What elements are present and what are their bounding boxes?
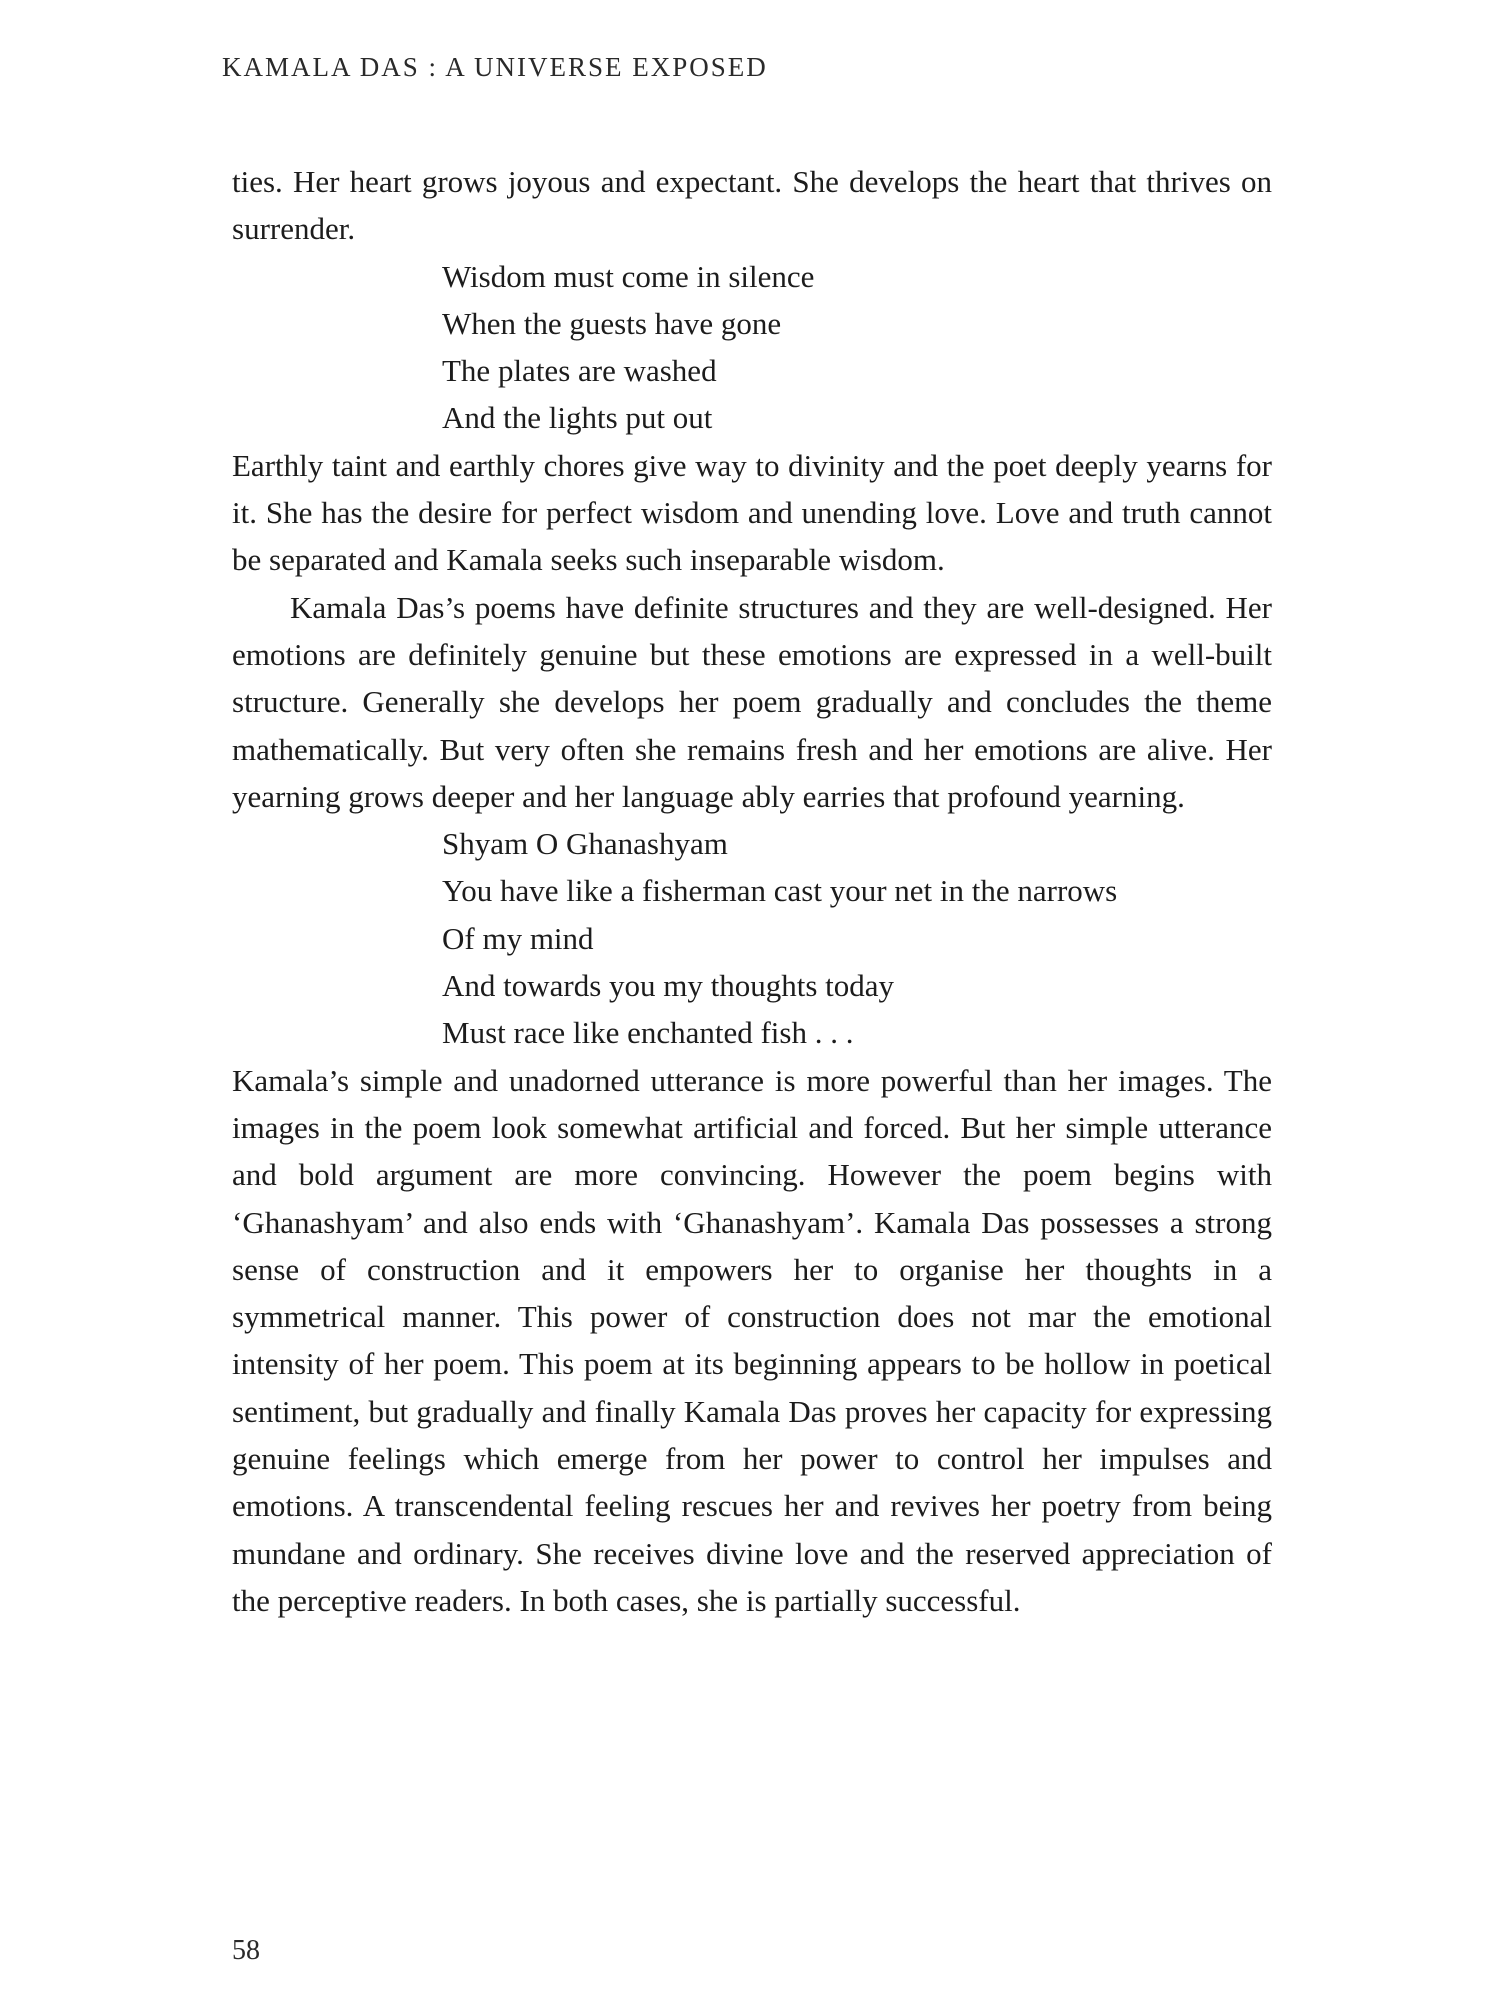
paragraph-continued: ties. Her heart grows joyous and expectant. She develops the heart that thrives on surrender. <box>232 164 1272 247</box>
verse-line: Of my mind <box>442 920 594 956</box>
verse-line: Wisdom must come in silence <box>442 258 815 294</box>
running-head: KAMALA DAS : A UNIVERSE EXPOSED <box>222 52 768 82</box>
verse-quote-wisdom <box>232 253 1272 442</box>
body-text <box>232 158 1272 1624</box>
paragraph-divinity: Earthly taint and earthly chores give way to divinity and the poet deeply yearns for it. She has the desire for perfect wisdom and unending love. Love and truth cannot be separated and Kamala seeks such inseparable wisdom. <box>232 447 1272 578</box>
verse-line: The plates are washed <box>442 353 717 389</box>
verse-line: Shyam O Ghanashyam <box>442 826 728 862</box>
verse-line: Must race like enchanted fish . . . <box>442 1015 854 1051</box>
page-number: 58 <box>232 1935 260 1966</box>
paragraph-utterance: Kamala’s simple and unadorned utterance is more powerful than her images. The images in the poem look somewhat artificial and forced. But her simple utterance and bold argument are more convincing. However the poem begins with ‘Ghanashyam’ and also ends with ‘Ghanashyam’. Kamala Das possesses a strong sense of construction and it empowers her to organise her thoughts in a symmetrical manner. This power of construction does not mar the emotional intensity of her poem. This poem at its beginning appears to be hollow in poetical sentiment, but gradually and finally Kamala Das proves her capacity for expressing genuine feelings which emerge from her power to control her impulses and emotions. A transcendental feeling rescues her and revives her poetry from being mundane and ordinary. She receives divine love and the reserved appreciation of the perceptive readers. In both cases, she is partially successful. <box>232 1062 1272 1618</box>
paragraph-structures: Kamala Das’s poems have definite structures and they are well-designed. Her emotions are definitely genuine but these emotions are expressed in a well-built structure. Generally she develops her poem gradually and concludes the theme mathematically. But very often she remains fresh and her emotions are alive. Her yearning grows deeper and her language ably earries that profound yearning. <box>232 589 1272 814</box>
verse-line: When the guests have gone <box>442 305 782 341</box>
verse-line: You have like a fisherman cast your net in the narrows <box>442 873 1118 909</box>
verse-quote-ghanashyam <box>232 820 1272 1056</box>
verse-line: And the lights put out <box>442 400 713 436</box>
verse-line: And towards you my thoughts today <box>442 968 895 1004</box>
